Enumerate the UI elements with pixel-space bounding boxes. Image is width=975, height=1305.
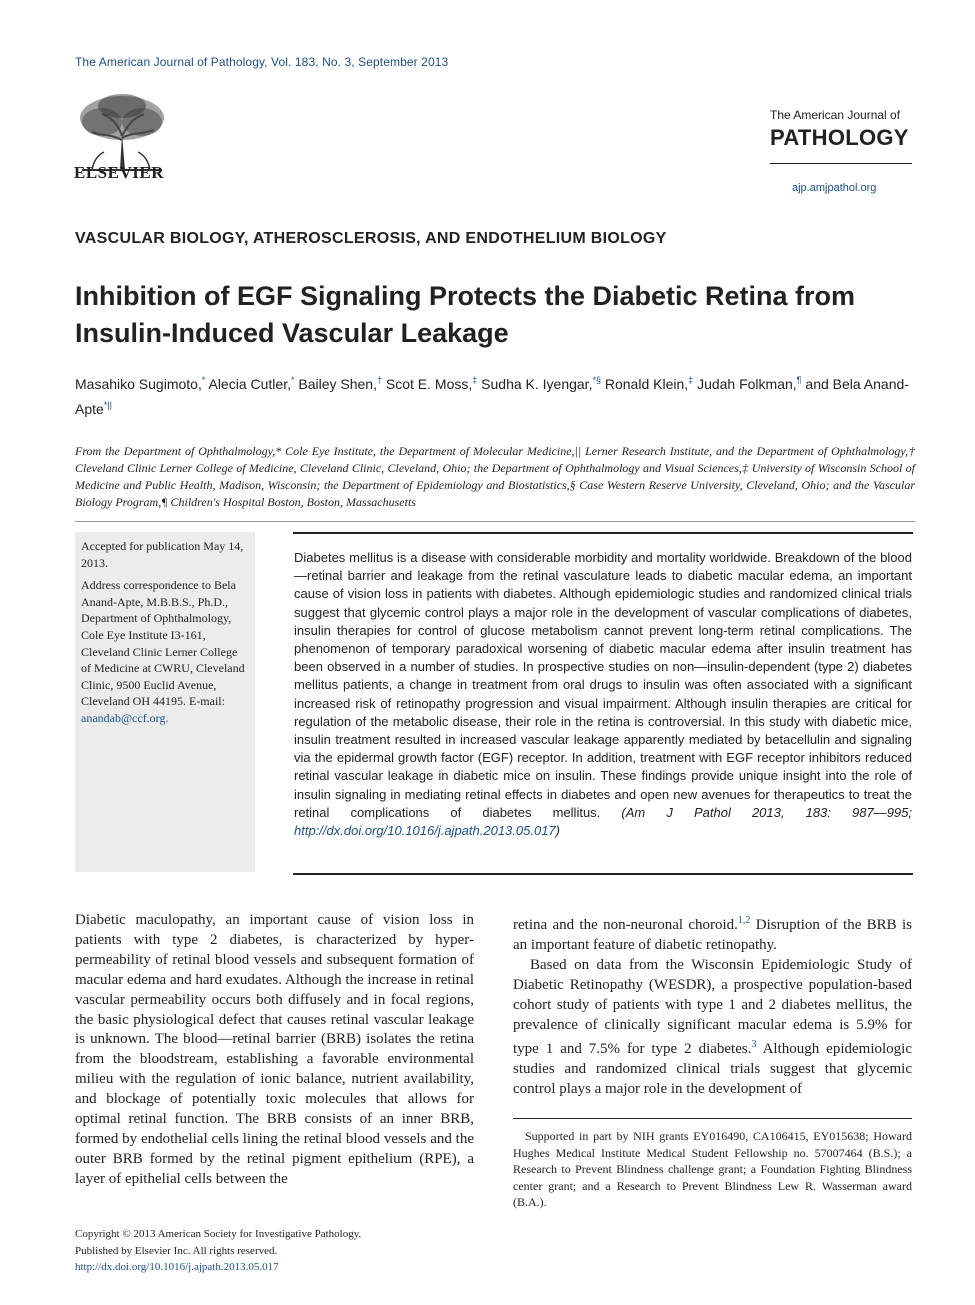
paragraph: retina and the non-neuronal choroid.$^{1,2}$ Disruption of the BRB is an important feature of diabetic retinopathy. — [513, 915, 912, 953]
abstract-doi-link[interactable]: http://dx.doi.org/10.1016/j.ajpath.2013.05.017 — [294, 823, 556, 839]
author: Ronald Klein,‡ — [604, 375, 694, 392]
author: Alecia Cutler,* — [208, 375, 295, 392]
brand-divider — [770, 163, 912, 164]
header-divider — [75, 521, 915, 522]
copyright-block — [75, 1226, 415, 1276]
publisher-wordmark: ELSEVIER — [74, 163, 164, 182]
article-info-sidebar — [75, 532, 255, 872]
author: Scot E. Moss,‡ — [385, 375, 478, 392]
author-list — [75, 370, 915, 420]
author: Bailey Shen,† — [298, 375, 382, 392]
abstract-citation: (Am J Pathol 2013, 183: 987—995; — [621, 804, 913, 820]
article-title: Inhibition of EGF Signaling Protects the Diabetic Retina from Insulin-Induced Vascular Leakage — [75, 281, 856, 348]
abstract-rule-bottom — [293, 873, 913, 875]
reference-link[interactable]: 1,2 — [737, 915, 751, 926]
journal-brand-small: The American Journal of — [770, 108, 901, 122]
publisher-line: Published by Elsevier Inc. All rights reserved. — [75, 1244, 278, 1257]
author: Sudha K. Iyengar,*§ — [481, 375, 601, 392]
author: Judah Folkman,¶ and — [697, 375, 833, 392]
abstract-rule-top — [293, 532, 913, 534]
affiliations: From the Department of Ophthalmology,* Cole Eye Institute, the Department of Molecular Medicine,|| Lerner Research Institute, and the Department of Ophthalmology,† Cleveland Clinic Lerner College of Medicine, Cleveland Clinic, Cleveland, Ohio; the Department of Ophthalmology and Visual Sciences,‡ University of Wisconsin School of Medicine and Public Health, Madison, Wisconsin; the Department of Epidemiology and Biostatistics,§ Case Western Reserve University, Cleveland, Ohio; and the Vascular Biology Program,¶ Children's Hospital Boston, Boston, Massachusetts — [75, 444, 915, 509]
abstract: Diabetes mellitus is a disease with considerable morbidity and mortality worldwide. Breakdown of the blood—retinal barrier and leakage from the retinal vasculature leads to diabetic macular edema, an important cause of vision loss in patients with diabetes. Although epidemiologic studies and randomized clinical trials suggest that glycemic control plays a major role in the development of vascular complications of diabetes, insulin therapies for control of glucose metabolism cannot prevent long-term retinal complications. The phenomenon of temporary paradoxical worsening of diabetic macular edema after insulin treatment has been observed in a number of studies. In prospective studies on non—insulin-dependent (type 2) diabetes mellitus patients, a change in treatment from oral drugs to insulin was often associated with a significant increased risk of retinopathy progression and visual impairment. Although insulin therapies are critical for regulation of the metabolic disease, their role in the retina is controversial. In this study with diabetic mice, insulin treatment resulted in increased vascular leakage apparently mediated by betacellulin and signaling via the epidermal growth factor (EGF) receptor. In addition, treatment with EGF receptor inhibitors reduced retinal vascular leakage in diabetic mice on insulin. These findings provide unique insight into the role of insulin signaling in mediating retinal effects in diabetes and open new avenues for therapeutics to treat the retinal complications of diabetes mellitus. (Am J Pathol 2013, 183: 987—995; http://dx.doi.org/10.1016/j.ajpath.2013.05.017) — [294, 550, 913, 839]
journal-brand-title: PATHOLOGY — [770, 125, 909, 150]
article-doi-link[interactable]: http://dx.doi.org/10.1016/j.ajpath.2013.05.017 — [75, 1261, 279, 1273]
email-link[interactable]: anandab@ccf.org. — [81, 710, 169, 725]
body-column-left — [75, 911, 474, 1190]
funding-footnote: Supported in part by NIH grants EY016490, CA106415, EY015638; Howard Hughes Medical Institute Medical Student Fellowship no. 57007464 (B.S.); a Research to Prevent Blindness challenge grant; a Foundation Fighting Blindness center grant; and a Research to Prevent Blindness Lew R. Wasserman award (B.A.). — [513, 1129, 912, 1209]
journal-url-link[interactable]: ajp.amjpathol.org — [792, 182, 877, 194]
author: Bela Anand-Apte*|| — [75, 376, 909, 417]
author: Masahiko Sugimoto,* — [75, 375, 206, 392]
journal-citation-line[interactable]: The American Journal of Pathology, Vol. 183, No. 3, September 2013 — [75, 55, 449, 69]
footnote-rule — [513, 1118, 912, 1119]
copyright-line: Copyright © 2013 American Society for Investigative Pathology. — [75, 1228, 362, 1240]
accepted-date: Accepted for publication May 14, 2013. — [81, 539, 244, 570]
body-column-right — [513, 911, 912, 1100]
section-heading: VASCULAR BIOLOGY, ATHEROSCLEROSIS, AND ENDOTHELIUM BIOLOGY — [75, 230, 667, 247]
correspondence-address: Address correspondence to Bela Anand-Apte, M.B.B.S., Ph.D., Department of Ophthalmology, Cole Eye Institute I3-161, Cleveland Clinic Lerner College of Medicine at CWRU, Cleveland Clinic, 9500 Euclid Avenue, Cleveland OH 44195. E-mail: anandab@ccf.org. — [81, 578, 245, 725]
abstract-text: Diabetes mellitus is a disease with considerable morbidity and mortality worldwide. Breakdown of the blood—retinal barrier and leakage from the retinal vasculature leads to diabetic macular edema, an important cause of vision loss in patients with diabetes. Although epidemiologic studies and randomized clinical trials suggest that glycemic control plays a major role in the development of vascular complications of diabetes, insulin therapies for control of glucose metabolism cannot prevent long-term retinal complications. The phenomenon of temporary paradoxical worsening of diabetic macular edema after insulin treatment has been observed in a number of studies. In prospective studies on non—insulin-dependent (type 2) diabetes mellitus patients, a change in treatment from oral drugs to insulin was often associated with a significant increased risk of retinopathy progression and visual impairment. Although insulin therapies are critical for regulation of the metabolic disease, their role in the retina is controversial. In this study with diabetic mice, insulin treatment resulted in increased vascular leakage apparently mediated by betacellulin and signaling via the epidermal growth factor (EGF) receptor. In addition, treatment with EGF receptor inhibitors reduced retinal vascular leakage in diabetic mice on insulin. These findings provide unique insight into the role of insulin signaling in mediating retinal effects in diabetes and open new avenues for therapeutics to treat the retinal complications of diabetes mellitus. — [294, 550, 912, 820]
paragraph: Diabetic maculopathy, an important cause of vision loss in patients with type 2 diabetes, is characterized by hyper-permeability of retinal blood vessels and subsequent formation of macular edema and hard exudates. Although the increase in retinal vascular permeability occurs both diffusely and in focal regions, the basic physiological defect that causes retinal vascular leakage is unknown. The blood—retinal barrier (BRB) isolates the retina from the bloodstream, establishing a favorable environmental milieu with the regulation of ionic balance, nutrient availability, and blockage of potentially toxic molecules that allows for optimal retinal function. The BRB consists of an inner BRB, formed by endothelial cells lining the retinal blood vessels and the outer BRB formed by the retinal pigment epithelium (RPE), a layer of epithelial cells between the — [75, 912, 475, 1187]
paragraph: Based on data from the Wisconsin Epidemiologic Study of Diabetic Retinopathy (WESDR), a prospective population-based cohort study of patients with type 1 and 2 diabetes mellitus, the prevalence of clinically significant macular edema is 5.9% for type 1 and 7.5% for type 2 diabetes.$^3$ Although epidemiologic studies and randomized clinical trials suggest that glycemic control plays a major role in the development of — [513, 956, 912, 1098]
reference-link[interactable]: 3 — [751, 1039, 757, 1051]
